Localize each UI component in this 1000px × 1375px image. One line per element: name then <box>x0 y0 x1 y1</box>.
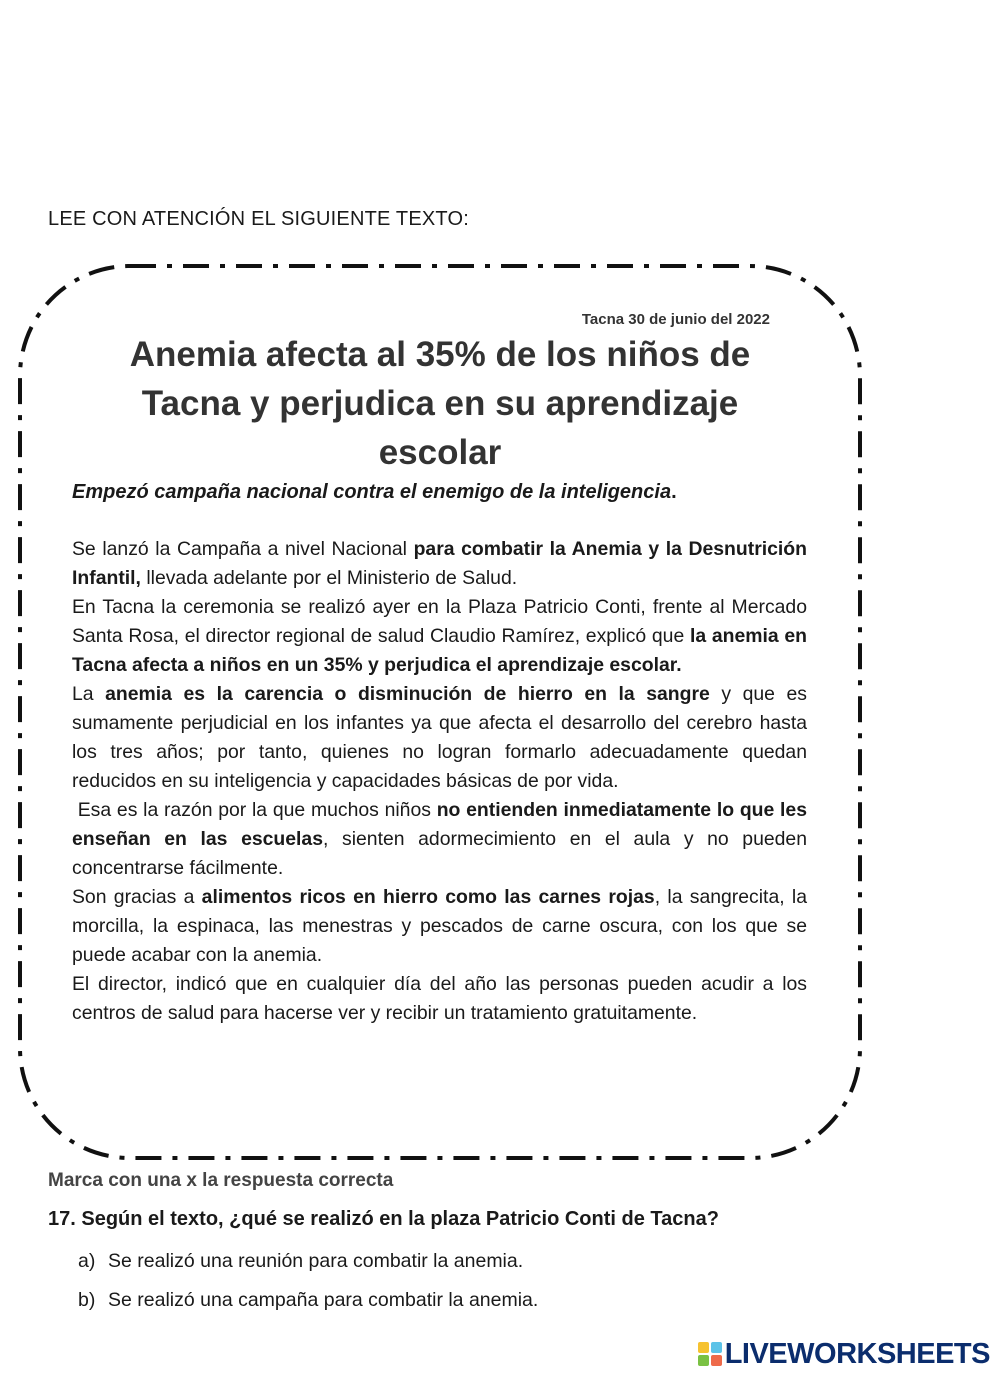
logo-square-2 <box>711 1342 722 1353</box>
p3-text-1: La <box>72 683 106 705</box>
paragraph-6 <box>72 970 807 1028</box>
p5-text-2: , la sangrecita, la morcilla, la espinaca, las menestras y pescados de carne oscura, con los que se puede acabar con la anemia. <box>72 886 807 966</box>
liveworksheets-logo-icon <box>698 1342 722 1366</box>
answer-option-b[interactable] <box>78 1289 538 1328</box>
p6-text-1: El director, indicó que en cualquier día del año las personas pueden acudir a los centros de salud para hacerse ver y recibir un tratamiento gratuitamente. <box>72 973 807 1024</box>
paragraph-2 <box>72 593 807 680</box>
p4-text-1: Esa es la razón por la que muchos niños <box>72 799 437 821</box>
reading-instruction: LEE CON ATENCIÓN EL SIGUIENTE TEXTO: <box>48 208 469 230</box>
p1-text-2: llevada adelante por el Ministerio de Salud. <box>140 567 518 589</box>
quiz-question: 17. Según el texto, ¿qué se realizó en la plaza Patricio Conti de Tacna? <box>48 1208 719 1230</box>
article-headline: Anemia afecta al 35% de los niños de Tacna y perjudica en su aprendizaje escolar <box>129 335 751 472</box>
subtitle-period: . <box>671 481 677 503</box>
p2-bold-1: la anemia en Tacna afecta a niños en un 35% y perjudica el aprendizaje escolar. <box>72 625 808 676</box>
subtitle-text: Empezó campaña nacional contra el enemigo de la inteligencia <box>72 481 672 503</box>
p4-bold-1: no entienden inmediatamente lo que les enseñan en las escuelas <box>72 799 807 850</box>
liveworksheets-logo[interactable] <box>698 1338 990 1370</box>
p3-bold-1: anemia es la carencia o disminución de hierro en la sangre <box>105 683 710 705</box>
p4-text-2: , sienten adormecimiento en el aula y no pueden concentrarse fácilmente. <box>72 828 807 879</box>
paragraph-5 <box>72 883 807 970</box>
option-letter: a) <box>78 1250 96 1272</box>
article-subtitle <box>72 481 812 504</box>
logo-wordmark: LIVEWORKSHEETS <box>724 1337 990 1370</box>
p2-text-1: En Tacna la ceremonia se realizó ayer en la Plaza Patricio Conti, frente al Mercado Santa Rosa, el director regional de salud Claudio Ramírez, explicó que <box>72 596 807 647</box>
article-body <box>72 535 807 1028</box>
p5-bold-1: alimentos ricos en hierro como las carnes rojas <box>201 886 655 908</box>
option-text: Se realizó una reunión para combatir la anemia. <box>108 1250 524 1272</box>
option-letter: b) <box>78 1289 96 1311</box>
p5-text-1: Son gracias a <box>72 886 202 908</box>
logo-square-3 <box>698 1355 709 1366</box>
article-date: Tacna 30 de junio del 2022 <box>581 311 770 328</box>
paragraph-1 <box>72 535 807 593</box>
answer-options <box>78 1250 538 1328</box>
p1-text-1: Se lanzó la Campaña a nivel Nacional <box>72 538 414 560</box>
option-text: Se realizó una campaña para combatir la anemia. <box>108 1289 539 1311</box>
p1-bold-1: para combatir la Anemia y la Desnutrición Infantil, <box>72 538 807 589</box>
quiz-instruction: Marca con una x la respuesta correcta <box>48 1170 394 1191</box>
logo-square-1 <box>698 1342 709 1353</box>
p3-text-2: y que es sumamente perjudicial en los infantes ya que afecta el desarrollo del cerebro hasta los tres años; por tanto, quienes no logran formarlo adecuadamente quedan reducidos en su inteligencia y capacidades básicas de por vida. <box>72 683 807 792</box>
paragraph-4 <box>72 796 807 883</box>
answer-option-a[interactable] <box>78 1250 538 1289</box>
logo-square-4 <box>711 1355 722 1366</box>
paragraph-3 <box>72 680 807 796</box>
